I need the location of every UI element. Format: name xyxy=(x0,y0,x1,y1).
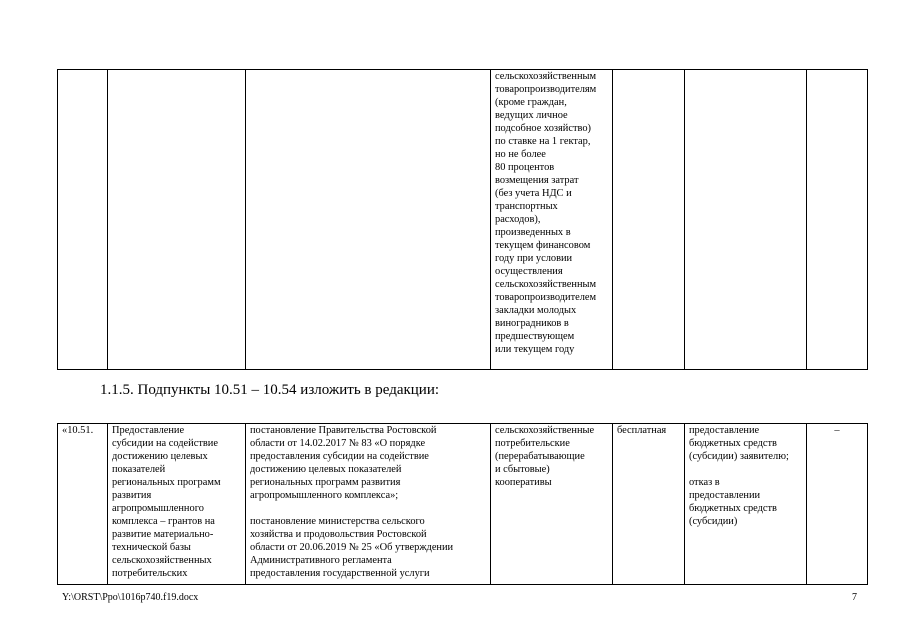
cell-result xyxy=(685,70,807,370)
continuation-table xyxy=(57,69,868,370)
row-number: «10.51. xyxy=(58,424,108,585)
fee: бесплатная xyxy=(613,424,685,585)
cell-legal-basis xyxy=(246,70,491,370)
continuation-text: сельскохозяйственным товаропроизводителям (кроме граждан, ведущих личное подсобное хозяйство) по ставке на 1 гектар, но не более 80 процентов возмещения затрат (без учета НДС и транспортных расходов), произведенных в текущем финансовом году при условии осуществления сельскохозяйственным товаропроизводителем закладки молодых виноградников в предшествующем или текущем году xyxy=(495,71,597,355)
cell-last xyxy=(807,70,868,370)
section-heading: 1.1.5. Подпункты 10.51 – 10.54 изложить в редакции: xyxy=(100,382,440,398)
services-table xyxy=(57,423,868,585)
table-row xyxy=(58,424,868,585)
page-number: 7 xyxy=(852,592,857,603)
cell-fee xyxy=(613,70,685,370)
service-name: Предоставление субсидии на содействие достижению целевых показателей региональных программ развития агропромышленного комплекса – грантов на развитие материально- технической базы сельскохозяйственных потребительских xyxy=(108,424,246,585)
cell-service xyxy=(108,70,246,370)
footer-file-path: Y:\ORST\Ppo\1016p740.f19.docx xyxy=(62,592,199,603)
result: предоставление бюджетных средств (субсидии) заявителю; отказ в предоставлении бюджетных средств (субсидии) xyxy=(685,424,807,585)
last-column-dash: – xyxy=(807,424,868,585)
cell-number xyxy=(58,70,108,370)
recipients: сельскохозяйственные потребительские (перерабатывающие и сбытовые) кооперативы xyxy=(491,424,613,585)
cell-recipients xyxy=(491,70,613,370)
legal-basis: постановление Правительства Ростовской области от 14.02.2017 № 83 «О порядке предоставления субсидии на содействие достижению целевых показателей региональных программ развития агропромышленного комплекса»; постановление министерства сельского хозяйства и продовольствия Ростовской области от 20.06.2019 № 25 «Об утверждении Административного регламента предоставления государственной услуги xyxy=(246,424,491,585)
table-row xyxy=(58,70,868,370)
